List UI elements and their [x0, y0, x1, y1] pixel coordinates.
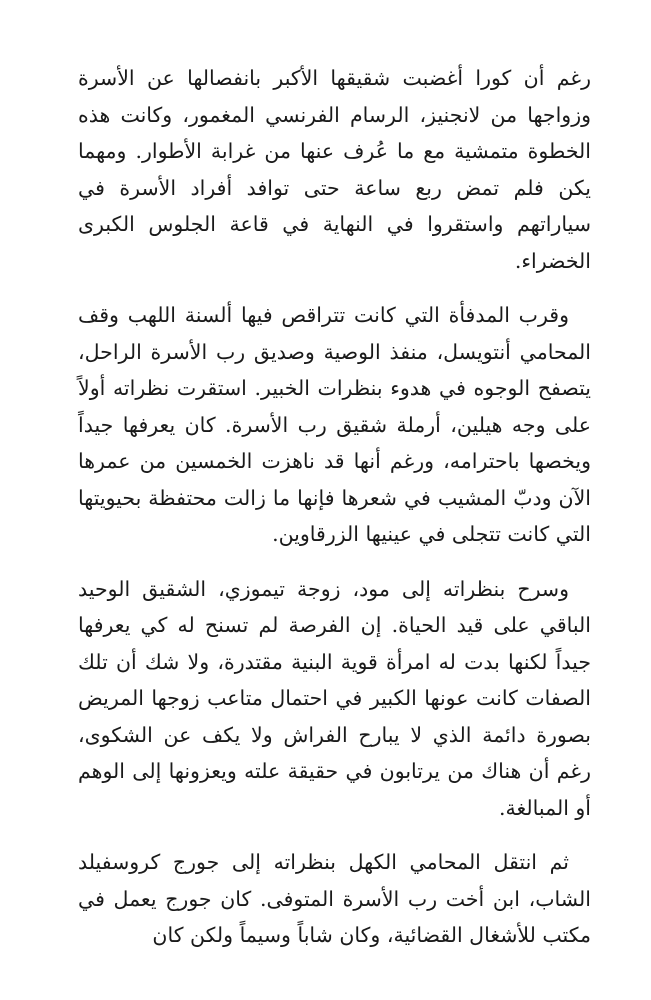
book-page: [78, 60, 591, 954]
paragraph-2: وقرب المدفأة التي كانت تتراقص فيها ألسنة اللهب وقف المحامي أنتويسل، منفذ الوصية وصديق رب الأسرة الراحل، يتصفح الوجوه في هدوء بنظرات الخبير. استقرت نظراته أولاً على وجه هيلين، أرملة شقيق رب الأسرة. كان يعرفها جيداً ويخصها باحترامه، ورغم أنها قد ناهزت الخمسين من عمرها الآن ودبّ المشيب في شعرها فإنها ما زالت محتفظة بحيويتها التي كانت تتجلى في عينيها الزرقاوين.: [78, 303, 591, 546]
paragraph-4: ثم انتقل المحامي الكهل بنظراته إلى جورج كروسفيلد الشاب، ابن أخت رب الأسرة المتوفى. كان جورج يعمل في مكتب للأشغال القضائية، وكان شاباً وسيماً ولكن كان: [78, 850, 591, 947]
paragraph-3: وسرح بنظراته إلى مود، زوجة تيموزي، الشقيق الوحيد الباقي على قيد الحياة. إن الفرصة لم تسنح له كي يعرفها جيداً لكنها بدت له امرأة قوية البنية مقتدرة، ولا شك أن تلك الصفات كانت عونها الكبير في احتمال متاعب زوجها المريض بصورة دائمة الذي لا يبارح الفراش ولا يكف عن الشكوى، رغم أن هناك من يرتابون في حقيقة علته ويعزونها إلى الوهم أو المبالغة.: [78, 576, 591, 820]
paragraph-1: رغم أن كورا أغضبت شقيقها الأكبر بانفصالها عن الأسرة وزواجها من لانجنيز، الرسام الفرنسي المغمور، وكانت هذه الخطوة متمشية مع ما عُرف عنها من غرابة الأطوار. ومهما يكن فلم تمض ربع ساعة حتى توافد أفراد الأسرة في سياراتهم واستقروا في النهاية في قاعة الجلوس الكبرى الخضراء.: [78, 66, 591, 273]
